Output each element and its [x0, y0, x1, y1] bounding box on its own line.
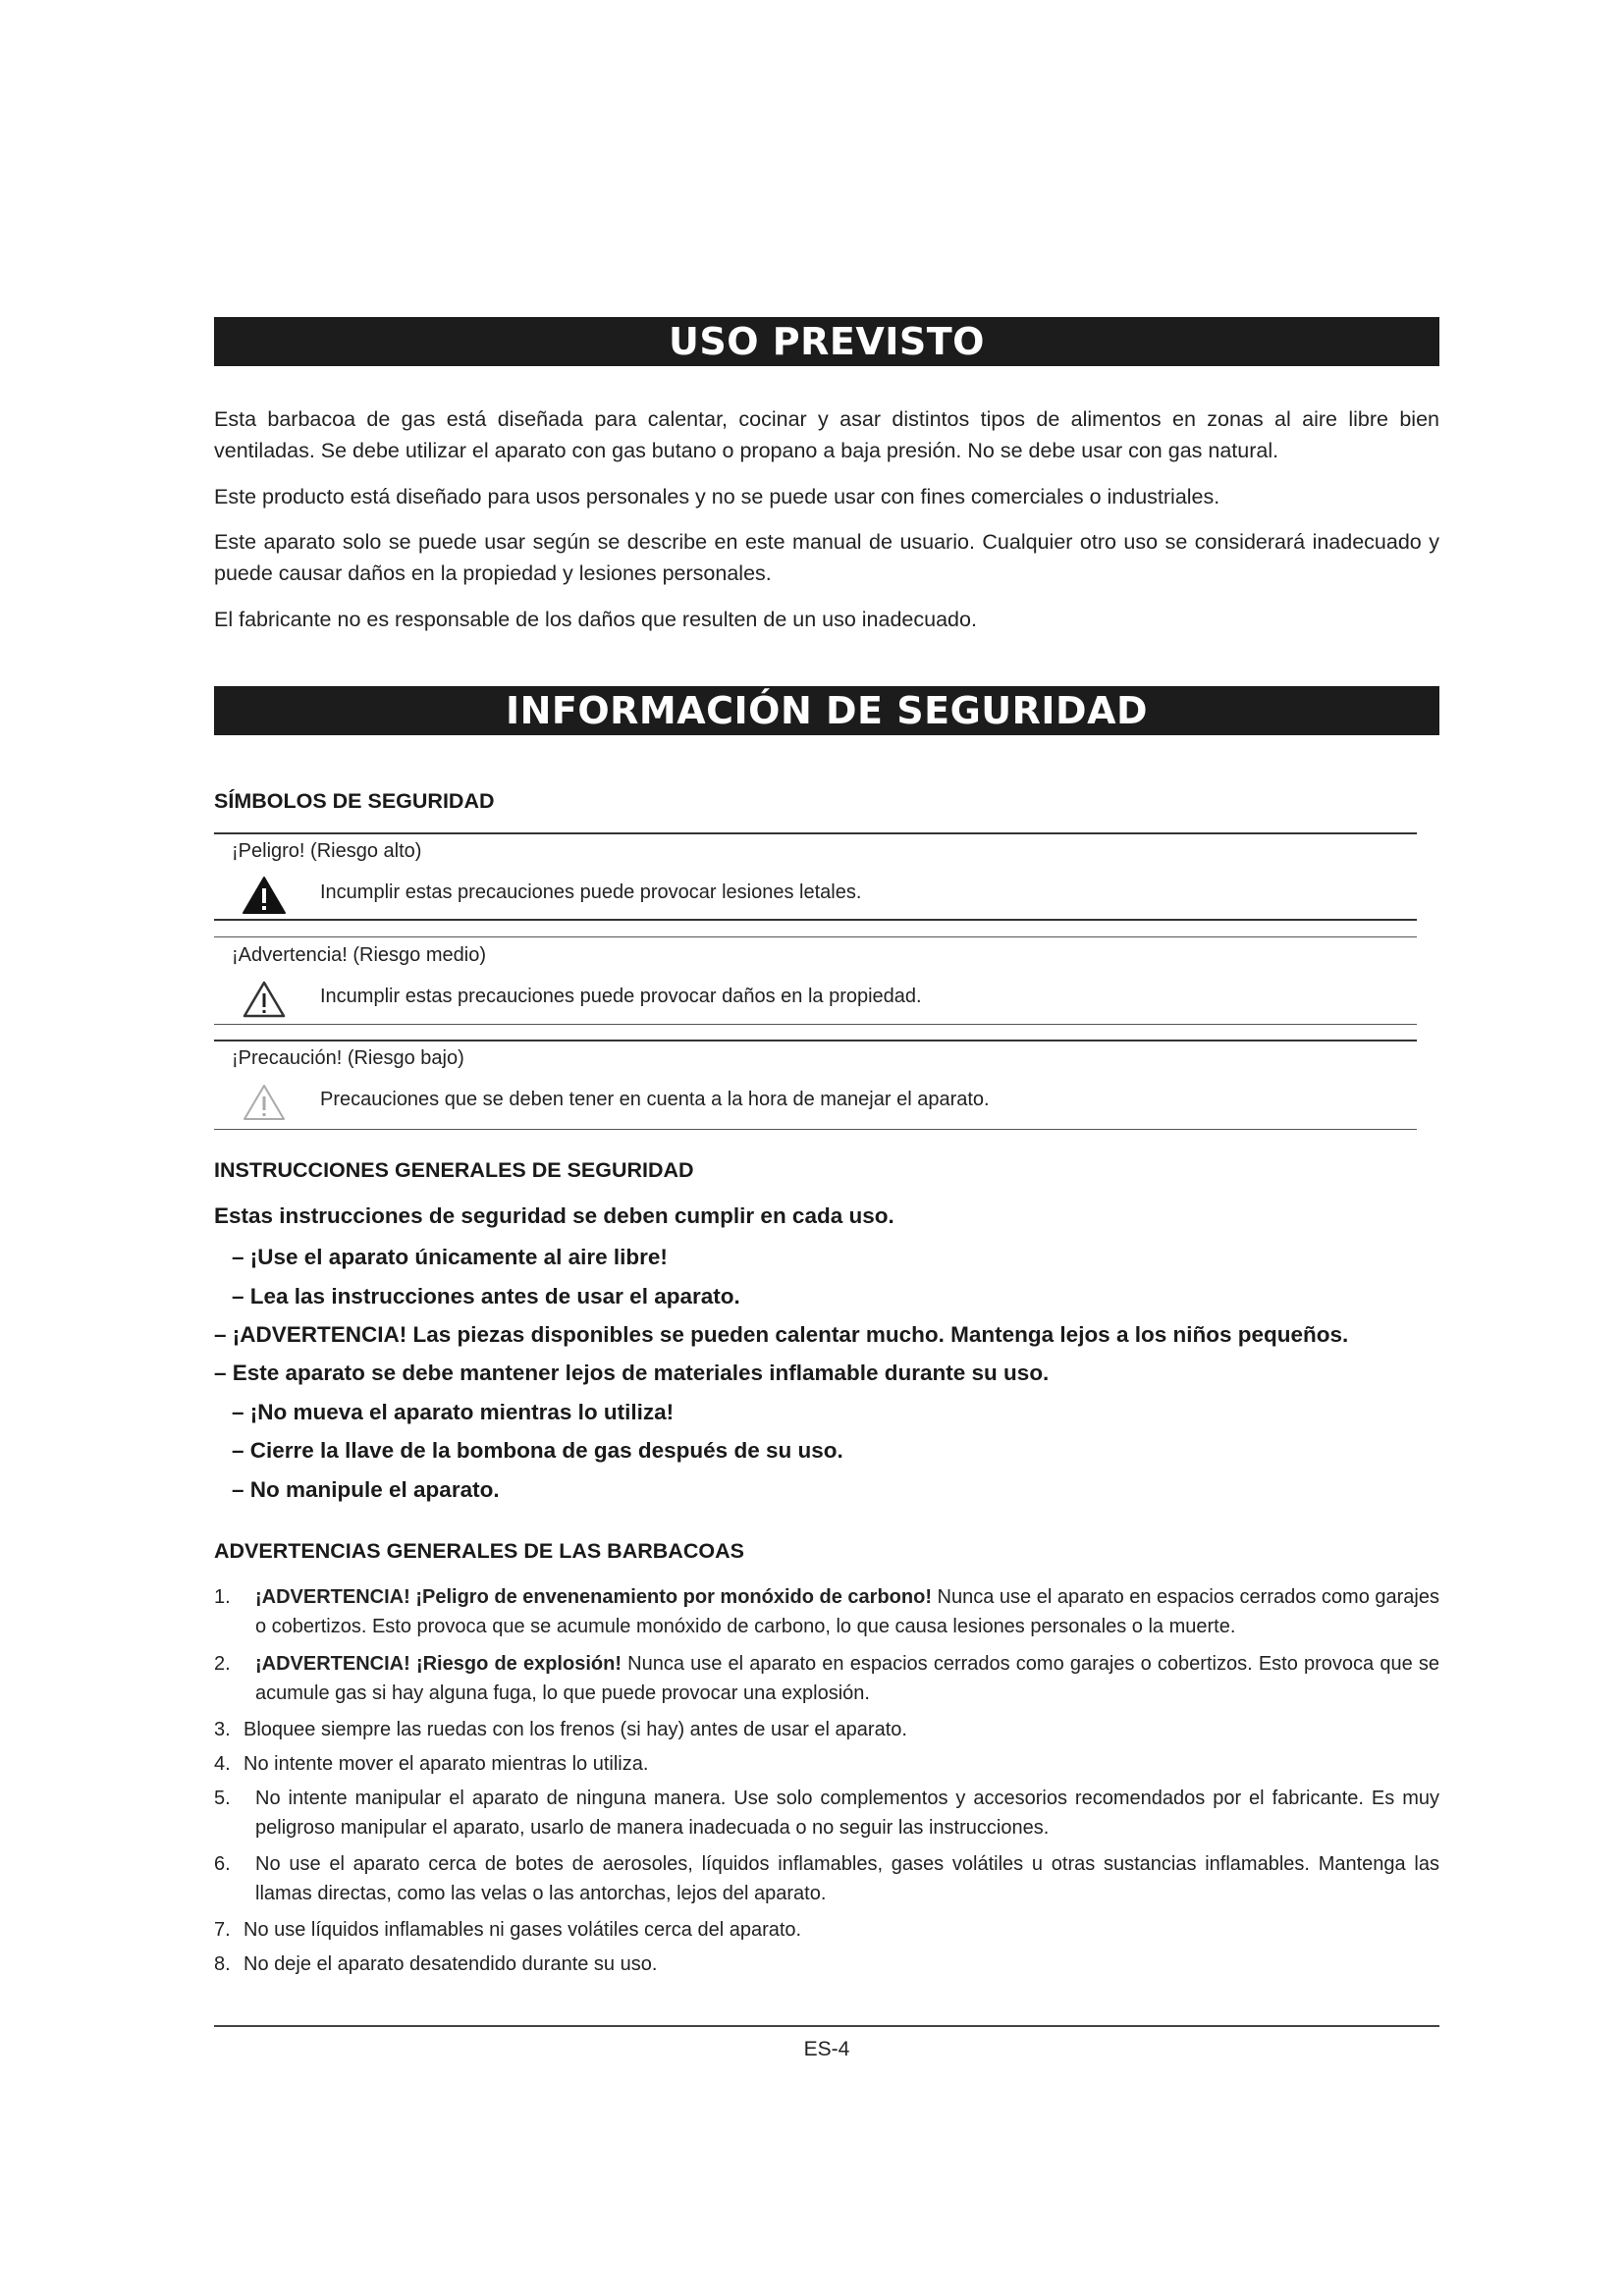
list-item: – ¡No mueva el aparato mientras lo utiliza!	[232, 1400, 675, 1424]
item-text: Nunca use el aparato en espacios cerrados como garajes o cobertizos. Esto provoca que se acumule monóxido de carbono, lo que causa lesiones personales o la muerte.	[255, 1586, 1439, 1637]
symbol-label: ¡Advertencia! (Riesgo medio)	[232, 944, 486, 966]
instrucciones-title: INSTRUCCIONES GENERALES DE SEGURIDAD	[214, 1158, 694, 1182]
seguridad-heading: INFORMACIÓN DE SEGURIDAD	[214, 686, 1439, 735]
item-number: 8.	[214, 1953, 231, 1975]
item-text: No intente mover el aparato mientras lo utiliza.	[244, 1753, 649, 1775]
list-item: – ¡ADVERTENCIA! Las piezas disponibles se pueden calentar mucho. Mantenga lejos a los niños pequeños.	[214, 1322, 1349, 1347]
advertencias-title: ADVERTENCIAS GENERALES DE LAS BARBACOAS	[214, 1539, 744, 1563]
warning-item	[214, 1915, 1439, 1945]
symbol-text: Precauciones que se deben tener en cuenta a la hora de manejar el aparato.	[320, 1089, 990, 1110]
warning-item	[214, 1649, 1439, 1708]
list-item: – Cierre la llave de la bombona de gas después de su uso.	[232, 1438, 843, 1463]
divider	[214, 1024, 1417, 1025]
item-text: Bloquee siempre las ruedas con los frenos (si hay) antes de usar el aparato.	[244, 1719, 907, 1740]
list-item: – No manipule el aparato.	[232, 1477, 500, 1502]
item-number: 6.	[214, 1853, 231, 1875]
page-number: ES-4	[803, 2038, 850, 2060]
item-text: No deje el aparato desatendido durante su uso.	[244, 1953, 658, 1975]
warning-item	[214, 1849, 1439, 1908]
item-number: 5.	[214, 1788, 231, 1809]
symbol-block-caution	[214, 1040, 1417, 1130]
item-text: Nunca use el aparato en espacios cerrados como garajes o cobertizos. Esto provoca que se acumule gas si hay alguna fuga, lo que puede provocar una explosión.	[255, 1653, 1439, 1704]
uso-paragraph-1: Esta barbacoa de gas está diseñada para calentar, cocinar y asar distintos tipos de alimentos en zonas al aire libre bien ventiladas. Se debe utilizar el aparato con gas butano o propano a baja presión. No se debe usar con gas natural.	[214, 407, 1439, 462]
list-item: – Lea las instrucciones antes de usar el aparato.	[232, 1284, 740, 1308]
symbol-text: Incumplir estas precauciones puede provocar lesiones letales.	[320, 881, 862, 903]
item-text: No intente manipular el aparato de ninguna manera. Use solo complementos y accesorios recomendados por el fabricante. Es muy peligroso manipular el aparato, usarlo de manera inadecuada o no seguir las instrucciones.	[255, 1788, 1439, 1839]
simbolos-title: SÍMBOLOS DE SEGURIDAD	[214, 789, 495, 813]
item-text: No use el aparato cerca de botes de aerosoles, líquidos inflamables, gases volátiles u otras sustancias inflamables. Mantenga las llamas directas, como las velas o las antorchas, lejos del aparato.	[255, 1853, 1439, 1904]
uso-paragraph-3: Este aparato solo se puede usar según se describe en este manual de usuario. Cualquier otro uso se considerará inadecuado y puede causar daños en la propiedad y lesiones personales.	[214, 530, 1439, 585]
item-number: 7.	[214, 1919, 231, 1941]
divider	[214, 832, 1417, 834]
warning-item	[214, 1949, 1439, 1979]
danger-warning-icon	[242, 876, 287, 915]
symbol-block-danger	[214, 832, 1417, 921]
divider	[214, 1129, 1417, 1130]
item-number: 1.	[214, 1586, 231, 1608]
symbol-text: Incumplir estas precauciones puede provocar daños en la propiedad.	[320, 986, 922, 1007]
divider	[214, 936, 1417, 937]
divider	[214, 1040, 1417, 1041]
item-number: 4.	[214, 1753, 231, 1775]
symbol-label: ¡Peligro! (Riesgo alto)	[232, 840, 422, 862]
caution-light-icon	[242, 1083, 287, 1122]
item-bold: ¡ADVERTENCIA! ¡Peligro de envenenamiento por monóxido de carbono!	[255, 1586, 932, 1608]
item-text: No use líquidos inflamables ni gases volátiles cerca del aparato.	[244, 1919, 802, 1941]
warning-outline-icon	[242, 980, 287, 1019]
item-bold: ¡ADVERTENCIA! ¡Riesgo de explosión!	[255, 1653, 622, 1675]
warning-item	[214, 1749, 1439, 1779]
item-number: 2.	[214, 1653, 231, 1675]
warning-item	[214, 1715, 1439, 1744]
warning-item	[214, 1582, 1439, 1641]
item-number: 3.	[214, 1719, 231, 1740]
list-item: – Este aparato se debe mantener lejos de materiales inflamable durante su uso.	[214, 1361, 1050, 1385]
symbol-block-warning	[214, 936, 1417, 1025]
uso-paragraph-2: Este producto está diseñado para usos personales y no se puede usar con fines comerciales o industriales.	[214, 485, 1220, 508]
symbol-label: ¡Precaución! (Riesgo bajo)	[232, 1047, 464, 1069]
instrucciones-intro: Estas instrucciones de seguridad se deben cumplir en cada uso.	[214, 1203, 894, 1228]
footer-divider	[214, 2025, 1439, 2027]
divider	[214, 919, 1417, 921]
uso-previsto-heading: USO PREVISTO	[214, 317, 1439, 366]
list-item: – ¡Use el aparato únicamente al aire libre!	[232, 1245, 668, 1269]
uso-paragraph-4: El fabricante no es responsable de los daños que resulten de un uso inadecuado.	[214, 608, 977, 631]
warning-item	[214, 1784, 1439, 1842]
